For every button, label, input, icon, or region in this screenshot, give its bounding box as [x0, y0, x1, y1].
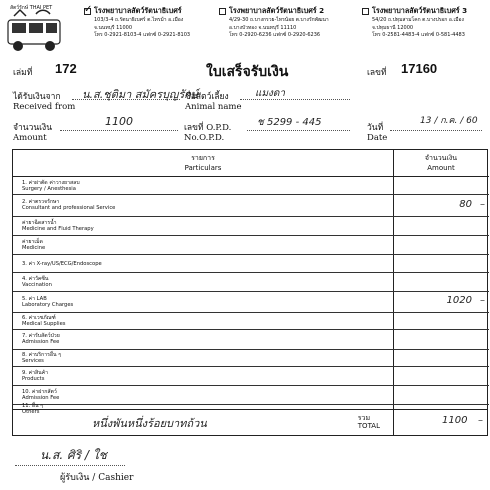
receipt-title: ใบเสร็จรับเงิน	[206, 64, 289, 80]
date-value: 13 / ก.ค. / 60	[420, 116, 478, 126]
table-row	[13, 217, 393, 236]
branch-2-checkbox[interactable]	[219, 8, 226, 15]
item-label-th: 7. ค่ารับสัตว์ป่วย	[22, 333, 60, 339]
amount-line	[60, 130, 178, 131]
amount-header	[393, 150, 489, 177]
amount-cell	[393, 350, 489, 367]
book-number-label: เล่มที่	[13, 68, 33, 78]
date-label-th: วันที่	[367, 123, 384, 133]
amount-label-th: จำนวนเงิน	[13, 123, 53, 133]
clinic-logo	[6, 4, 64, 50]
branch-2-address-2: อ.บางบัวทอง จ.นนทบุรี 11110	[229, 24, 297, 31]
amount-cell	[393, 195, 489, 217]
branch-3-address-1: 54/20 ถ.ปทุมสามโคก ต.บางปรอก อ.เมือง	[372, 17, 464, 23]
book-number: 172	[55, 61, 77, 76]
table-row	[13, 195, 393, 217]
branch-3	[362, 6, 467, 40]
item-label-th: ค่ายาฉีดสารน้ำ	[22, 220, 57, 226]
amount-cell	[393, 330, 489, 350]
particulars-header	[13, 150, 393, 177]
item-amount-dash: –	[480, 199, 485, 210]
item-label-en: Medicine and Fluid Therapy	[22, 226, 94, 232]
item-label-en: Admission Fee	[22, 395, 60, 401]
particulars-header-th: รายการ	[191, 154, 215, 162]
branch-2	[219, 6, 329, 40]
amount-cell	[393, 273, 489, 292]
item-amount: 1020	[446, 295, 472, 306]
animal-name-value: แมงดา	[255, 88, 286, 99]
animal-name-label-en: Animal name	[185, 102, 242, 112]
cashier-signature: น.ส. ศิริ / ใช	[40, 448, 107, 462]
particulars-header-en: Particulars	[184, 164, 222, 172]
receipt-number-label: เลขที่	[367, 68, 387, 78]
total-label	[358, 414, 380, 430]
amount-cell	[393, 255, 489, 273]
item-label-th: 6. ค่าเวชภัณฑ์	[22, 315, 56, 321]
branch-2-phone: โทร 0-2920-6236 แฟกซ์ 0-2920-6236	[229, 32, 321, 38]
total-label-en: TOTAL	[357, 422, 380, 430]
table-row	[13, 255, 393, 273]
opd-label-en: No.O.P.D.	[184, 133, 225, 143]
item-label-th: 8. ค่าบริการอื่น ๆ	[22, 352, 61, 358]
branch-3-address-2: จ.ปทุมธานี 12000	[372, 24, 414, 31]
item-label-th: 11. อื่น ๆ	[22, 403, 43, 409]
item-label-th: 10. ค่าฝากสัตว์	[22, 389, 57, 395]
branch-2-address-1: 4/29-30 ถ.บางกรวย-ไทรน้อย ต.บางรักพัฒนา	[229, 17, 329, 23]
item-label-th: ค่ายาเม็ด	[22, 239, 43, 245]
receipt-header	[4, 2, 486, 52]
received-from-label-th: ได้รับเงินจาก	[13, 92, 61, 102]
item-label-en: Medical Supplies	[22, 321, 66, 327]
table-row	[13, 386, 393, 405]
received-from-value: น.ส.ชุติมา สมัครบุญรักษ์	[82, 88, 199, 101]
item-amount: 80	[459, 199, 472, 210]
amount-cell	[393, 236, 489, 255]
item-label-en: Admission Fee	[22, 339, 60, 345]
branch-1-checkbox[interactable]	[84, 8, 91, 15]
branch-3-checkbox[interactable]	[362, 8, 369, 15]
item-label-en: Medicine	[22, 245, 46, 251]
table-row	[13, 313, 393, 330]
total-dash: –	[478, 415, 483, 426]
table-row	[13, 330, 393, 350]
opd-label-th: เลขที่ O.P.D.	[184, 123, 232, 133]
date-label-en: Date	[367, 133, 388, 143]
item-label-th: 9. ค่าสินค้า	[22, 370, 49, 376]
amount-cell	[393, 177, 489, 195]
received-from-label-en: Received from	[13, 102, 76, 112]
table-row	[13, 350, 393, 367]
amount-label-en: Amount	[13, 133, 47, 143]
date-line	[390, 130, 482, 131]
item-label-th: 1. ค่าผ่าตัด ค่าวางยาสลบ	[22, 180, 80, 186]
amount-header-en: Amount	[427, 164, 455, 172]
particulars-table	[12, 149, 488, 436]
item-label-en: Laboratory Charges	[22, 302, 74, 308]
amount-cell	[393, 292, 489, 313]
receipt-number: 17160	[401, 61, 438, 76]
item-label-en: Services	[22, 358, 44, 364]
signature-line	[15, 465, 125, 466]
amount-cell	[393, 313, 489, 330]
cashier-label: ผู้รับเงิน / Cashier	[60, 473, 134, 483]
table-row	[13, 177, 393, 195]
item-label-th: 5. ค่า LAB	[22, 296, 47, 302]
amount-value: 1100	[105, 115, 133, 128]
opd-value: ช 5299 - 445	[257, 117, 322, 128]
table-row	[13, 273, 393, 292]
item-label-en: Vaccination	[22, 282, 52, 288]
opd-line	[247, 130, 350, 131]
total-row	[12, 409, 488, 436]
table-row	[13, 236, 393, 255]
item-amount-dash: –	[480, 295, 485, 306]
item-label-en: Others	[22, 409, 40, 415]
branch-1-phone: โทร 0-2921-8103-4 แฟกซ์ 0-2921-8103	[94, 32, 191, 38]
table-row	[13, 292, 393, 313]
animal-name-label-th: ชื่อสัตว์เลี้ยง	[185, 92, 229, 102]
total-value: 1100	[442, 415, 468, 426]
amount-cell	[393, 217, 489, 236]
total-label-th: รวม	[357, 414, 371, 422]
item-label-en: Surgery / Anesthesia	[22, 186, 76, 192]
item-label-en: Products	[22, 376, 45, 382]
amount-cell	[393, 386, 489, 405]
branch-1-address-2: จ.นนทบุรี 11000	[94, 24, 133, 31]
logo-text: สัตว์รักษ์ THAI PET	[10, 5, 53, 11]
amount-header-th: จำนวนเงิน	[424, 154, 458, 162]
amount-cell	[393, 367, 489, 386]
item-label-th: 3. ค่า X-ray/US/ECG/Endoscope	[22, 261, 102, 267]
item-label-th: 4. ค่าวัคซีน	[22, 276, 49, 282]
branch-1-name: โรงพยาบาลสัตว์รัตนาธิเบศร์	[94, 6, 182, 15]
branch-3-name: โรงพยาบาลสัตว์รัตนาธิเบศร์ 3	[372, 6, 468, 15]
table-row	[13, 367, 393, 386]
item-label-th: 2. ค่าตรวจรักษา	[22, 199, 60, 205]
branch-3-phone: โทร 0-2581-4483-4 แฟกซ์ 0-581-4483	[372, 32, 465, 38]
item-label-en: Consultant and professional Service	[22, 205, 116, 211]
branch-1-address-1: 103/3-4 ถ.รัตนาธิเบศร์ ต.ไทรม้า อ.เมือง	[94, 17, 184, 23]
branch-1	[84, 6, 190, 40]
branch-2-name: โรงพยาบาลสัตว์รัตนาธิเบศร์ 2	[229, 6, 325, 15]
total-in-words: หนึ่งพันหนึ่งร้อยบาทถ้วน	[92, 417, 207, 430]
